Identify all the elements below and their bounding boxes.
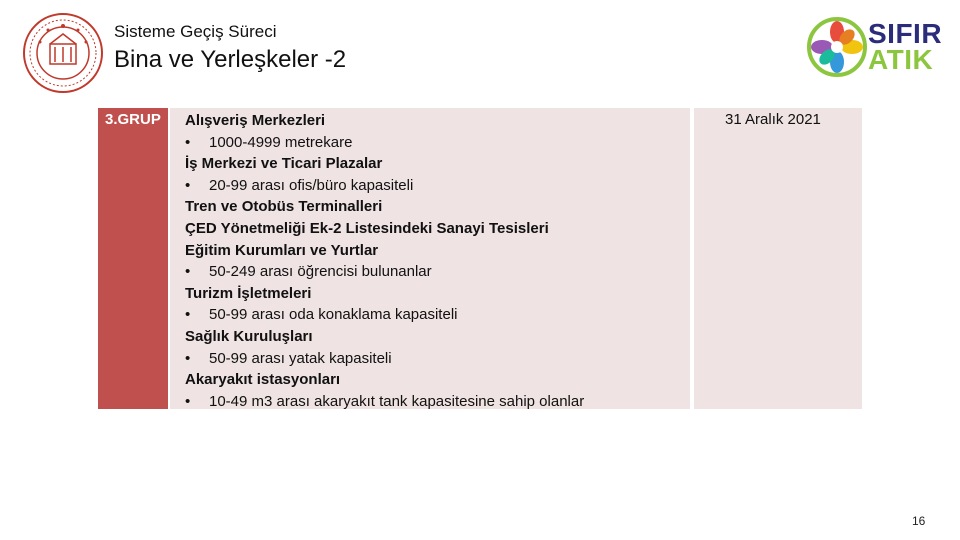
flower-icon — [806, 16, 868, 78]
facility-heading: ÇED Yönetmeliği Ek-2 Listesindeki Sanayi Tesisleri — [185, 219, 549, 237]
page-number: 16 — [912, 514, 926, 528]
bullet-icon: • — [185, 133, 191, 151]
facility-heading: Eğitim Kurumları ve Yurtlar — [185, 241, 379, 259]
brand-word-sifir: SIFIR — [868, 18, 943, 49]
facility-heading: İş Merkezi ve Ticari Plazalar — [185, 155, 383, 173]
facilities-cell — [170, 108, 690, 409]
slide-subtitle: Sisteme Geçiş Süreci — [114, 22, 277, 41]
facility-criteria: • 50-249 arası öğrencisi bulunanlar — [185, 261, 690, 283]
facility-heading: Alışveriş Merkezleri — [185, 112, 326, 129]
slide-title: Bina ve Yerleşkeler -2 — [114, 46, 347, 73]
facility-criteria: • 10-49 m3 arası akaryakıt tank kapasitesine sahip olanlar — [185, 391, 690, 413]
facility-heading: Tren ve Otobüs Terminalleri — [185, 198, 383, 216]
bullet-icon: • — [185, 349, 191, 367]
facility-heading: Turizm İşletmeleri — [185, 284, 312, 302]
deadline-cell: 31 Aralık 2021 — [694, 108, 862, 409]
bullet-icon: • — [185, 306, 191, 324]
bullet-icon: • — [185, 176, 191, 194]
bullet-icon: • — [185, 392, 191, 410]
group-cell: 3.GRUP — [98, 108, 168, 409]
sifir-atik-logo — [806, 14, 943, 80]
facility-criteria: • 50-99 arası oda konaklama kapasiteli — [185, 304, 690, 326]
ministry-seal-logo — [22, 12, 104, 94]
facility-heading: Akaryakıt istasyonları — [185, 371, 341, 389]
facility-criteria: • 50-99 arası yatak kapasiteli — [185, 348, 690, 370]
requirements-table — [98, 108, 862, 409]
facility-criteria: • 1000-4999 metrekare — [185, 132, 690, 154]
brand-word-atik: ATIK — [868, 44, 934, 75]
facility-heading: Sağlık Kuruluşları — [185, 327, 313, 345]
facility-criteria: • 20-99 arası ofis/büro kapasiteli — [185, 175, 690, 197]
bullet-icon: • — [185, 263, 191, 281]
